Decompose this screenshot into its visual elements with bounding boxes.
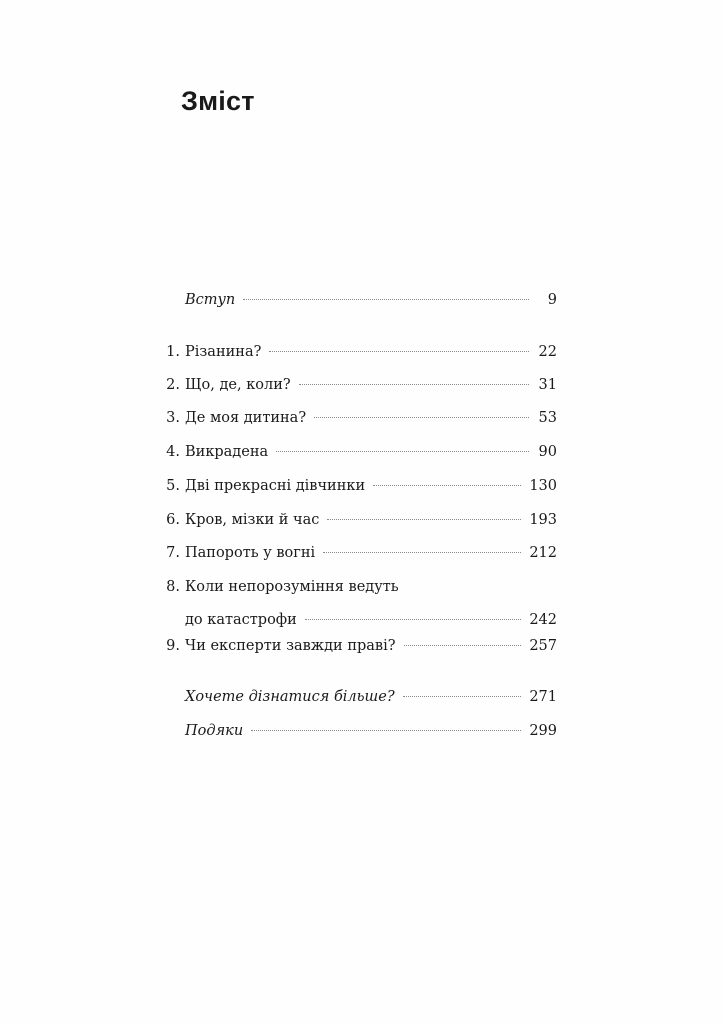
page-title: Зміст xyxy=(181,86,255,116)
entry-page: 53 xyxy=(538,410,557,426)
toc-entry[interactable] xyxy=(150,342,557,362)
dot-leader xyxy=(404,645,522,646)
entry-page: 242 xyxy=(529,612,557,628)
entry-number: 4. xyxy=(166,444,180,460)
toc-entry[interactable] xyxy=(150,636,557,656)
entry-page: 271 xyxy=(529,689,557,705)
entry-number: 3. xyxy=(166,410,180,426)
dot-leader xyxy=(305,619,522,620)
entry-title: Коли непорозуміння ведуть xyxy=(185,579,399,595)
toc-entry[interactable] xyxy=(150,476,557,496)
dot-leader xyxy=(243,299,529,300)
toc-entry[interactable] xyxy=(150,510,557,530)
toc-entry[interactable] xyxy=(150,442,557,462)
entry-title: Кров, мізки й час xyxy=(185,512,320,528)
dot-leader xyxy=(403,696,522,697)
entry-title: Дві прекрасні дівчинки xyxy=(185,478,366,494)
dot-leader xyxy=(299,384,529,385)
entry-title: Де моя дитина? xyxy=(185,410,307,426)
entry-page: 193 xyxy=(529,512,557,528)
toc-entry[interactable] xyxy=(150,577,557,630)
dot-leader xyxy=(327,519,521,520)
toc-entry[interactable] xyxy=(150,543,557,563)
entry-number: 7. xyxy=(166,545,180,561)
entry-page: 90 xyxy=(538,444,557,460)
dot-leader xyxy=(323,552,521,553)
entry-title-continued: до катастрофи xyxy=(185,612,297,628)
entry-number: 1. xyxy=(166,344,180,360)
entry-page: 31 xyxy=(538,377,557,393)
toc-entry[interactable] xyxy=(150,721,557,741)
entry-number: 6. xyxy=(166,512,180,528)
entry-number: 9. xyxy=(166,638,180,654)
entry-number: 5. xyxy=(166,478,180,494)
entry-title: Різанина? xyxy=(185,344,262,360)
entry-number: 8. xyxy=(166,579,180,595)
entry-page: 299 xyxy=(529,723,557,739)
dot-leader xyxy=(251,730,521,731)
entry-number: 2. xyxy=(166,377,180,393)
entry-page: 9 xyxy=(547,292,557,308)
entry-page: 257 xyxy=(529,638,557,654)
entry-title: Викрадена xyxy=(185,444,269,460)
entry-page: 130 xyxy=(529,478,557,494)
entry-title: Що, де, коли? xyxy=(185,377,291,393)
entry-page: 212 xyxy=(529,545,557,561)
dot-leader xyxy=(269,351,529,352)
toc-entry[interactable] xyxy=(150,687,557,707)
toc-entry[interactable] xyxy=(150,290,557,310)
dot-leader xyxy=(314,417,529,418)
toc-entry[interactable] xyxy=(150,408,557,428)
dot-leader xyxy=(276,451,529,452)
entry-title: Чи експерти завжди праві? xyxy=(185,638,396,654)
entry-title: Вступ xyxy=(185,292,236,308)
toc-entry[interactable] xyxy=(150,375,557,395)
entry-title: Подяки xyxy=(185,723,244,739)
entry-page: 22 xyxy=(538,344,557,360)
dot-leader xyxy=(373,485,521,486)
entry-title: Папороть у вогні xyxy=(185,545,316,561)
entry-title: Хочете дізнатися більше? xyxy=(185,689,395,705)
